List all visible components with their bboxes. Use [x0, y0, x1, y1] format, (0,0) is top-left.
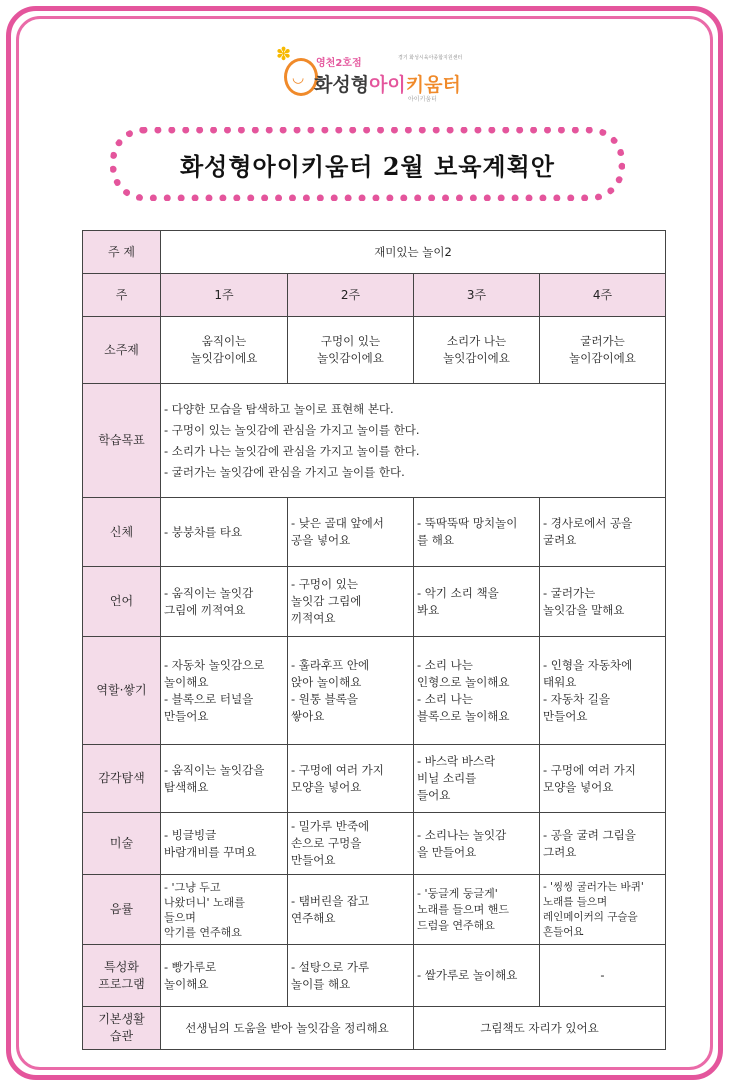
art-week-3: - 소리나는 놀잇감 을 만들어요 — [414, 813, 540, 875]
art-week-4: - 공을 굴려 그림을 그려요 — [540, 813, 666, 875]
sensory-week-2: - 구멍에 여러 가지 모양을 넣어요 — [288, 745, 414, 813]
art-week-2: - 밀가루 반죽에 손으로 구멍을 만들어요 — [288, 813, 414, 875]
table-row — [83, 875, 666, 945]
table-row — [83, 498, 666, 567]
flower-icon: ✽ — [276, 44, 292, 65]
music-week-3: - '둥글게 둥글게' 노래를 들으며 핸드 드럼을 연주해요 — [414, 875, 540, 945]
special-week-4: - — [540, 945, 666, 1007]
special-label: 특성화 프로그램 — [83, 945, 161, 1007]
table-row — [83, 1007, 666, 1050]
language-label: 언어 — [83, 567, 161, 637]
habit-left: 선생님의 도움을 받아 놀잇감을 정리해요 — [161, 1007, 414, 1050]
table-row — [83, 745, 666, 813]
table-row — [83, 231, 666, 274]
body-week-2: - 낮은 골대 앞에서 공을 넣어요 — [288, 498, 414, 567]
music-week-1: - '그냥 두고 나왔더니' 노래를 들으며 악기를 연주해요 — [161, 875, 288, 945]
role-label: 역할·쌓기 — [83, 637, 161, 745]
sensory-week-4: - 구멍에 여러 가지 모양을 넣어요 — [540, 745, 666, 813]
subtheme-week-3: 소리가 나는 놀잇감이에요 — [414, 317, 540, 384]
habit-label: 기본생활 습관 — [83, 1007, 161, 1050]
table-row — [83, 274, 666, 317]
week-4-header: 4주 — [540, 274, 666, 317]
subtheme-label: 소주제 — [83, 317, 161, 384]
logo-org: 경기 화성시육아종합지원센터 — [398, 55, 463, 61]
table-row — [83, 567, 666, 637]
language-week-1: - 움직이는 놀잇감 그림에 끼적여요 — [161, 567, 288, 637]
table-row — [83, 813, 666, 875]
subtheme-week-1: 움직이는 놀잇감이에요 — [161, 317, 288, 384]
table-row — [83, 317, 666, 384]
title-banner — [110, 127, 625, 201]
table-row — [83, 384, 666, 498]
week-3-header: 3주 — [414, 274, 540, 317]
page-title: 화성형아이키움터 2월 보육계획안 — [180, 151, 555, 181]
music-week-4: - '씽씽 굴러가는 바퀴' 노래를 들으며 레인메이커의 구슬을 흔들어요 — [540, 875, 666, 945]
center-logo — [276, 46, 496, 108]
week-2-header: 2주 — [288, 274, 414, 317]
goal-content: - 다양한 모습을 탐색하고 놀이로 표현해 본다. - 구멍이 있는 놀잇감에 관심을 가지고 놀이를 한다. - 소리가 나는 놀잇감에 관심을 가지고 놀이를 한다. - 굴러가는 놀잇감에 관심을 가지고 놀이를 한다. — [161, 384, 666, 498]
music-label: 음률 — [83, 875, 161, 945]
habit-right: 그림책도 자리가 있어요 — [414, 1007, 666, 1050]
subtheme-week-4: 굴러가는 놀이감이에요 — [540, 317, 666, 384]
role-week-4: - 인형을 자동차에 태워요 - 자동차 길을 만들어요 — [540, 637, 666, 745]
body-week-1: - 붕붕차를 타요 — [161, 498, 288, 567]
week-1-header: 1주 — [161, 274, 288, 317]
language-week-4: - 굴러가는 놀잇감을 말해요 — [540, 567, 666, 637]
music-week-2: - 탬버린을 잡고 연주해요 — [288, 875, 414, 945]
theme-label: 주 제 — [83, 231, 161, 274]
logo-tagline: 아이키움터 — [408, 96, 437, 103]
body-week-3: - 뚝딱뚝딱 망치놀이 를 해요 — [414, 498, 540, 567]
theme-value: 재미있는 놀이2 — [161, 231, 666, 274]
logo-branch: 영천2호점 — [316, 58, 362, 69]
plan-table — [82, 230, 666, 1050]
language-week-2: - 구멍이 있는 놀잇감 그림에 끼적여요 — [288, 567, 414, 637]
special-week-3: - 쌀가루로 놀이해요 — [414, 945, 540, 1007]
special-week-2: - 설탕으로 가루 놀이를 해요 — [288, 945, 414, 1007]
body-label: 신체 — [83, 498, 161, 567]
sensory-week-1: - 움직이는 놀잇감을 탐색해요 — [161, 745, 288, 813]
art-label: 미술 — [83, 813, 161, 875]
sensory-week-3: - 바스락 바스락 비닐 소리를 들어요 — [414, 745, 540, 813]
week-label: 주 — [83, 274, 161, 317]
goal-label: 학습목표 — [83, 384, 161, 498]
language-week-3: - 악기 소리 책을 봐요 — [414, 567, 540, 637]
logo-name: 화성형아이키움터 — [314, 74, 461, 96]
body-week-4: - 경사로에서 공을 굴려요 — [540, 498, 666, 567]
subtheme-week-2: 구멍이 있는 놀잇감이에요 — [288, 317, 414, 384]
role-week-3: - 소리 나는 인형으로 놀이해요 - 소리 나는 블록으로 놀이해요 — [414, 637, 540, 745]
art-week-1: - 빙글빙글 바람개비를 꾸며요 — [161, 813, 288, 875]
role-week-1: - 자동차 놀잇감으로 놀이해요 - 블록으로 터널을 만들어요 — [161, 637, 288, 745]
smile-icon: ◡ — [292, 70, 305, 86]
sensory-label: 감각탐색 — [83, 745, 161, 813]
table-row — [83, 945, 666, 1007]
role-week-2: - 훌라후프 안에 앉아 놀이해요 - 원통 블록을 쌓아요 — [288, 637, 414, 745]
table-row — [83, 637, 666, 745]
special-week-1: - 빵가루로 놀이해요 — [161, 945, 288, 1007]
